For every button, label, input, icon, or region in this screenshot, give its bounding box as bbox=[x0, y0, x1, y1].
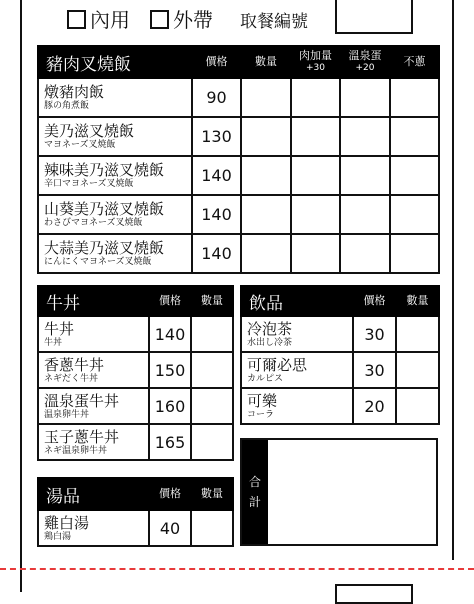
item-name-cell bbox=[38, 195, 192, 234]
rice-section-title: 豬肉叉燒飯 bbox=[38, 46, 192, 78]
item-name: 冷泡茶 bbox=[247, 319, 293, 338]
onsen-egg-header bbox=[340, 46, 390, 78]
item-price: 165 bbox=[149, 424, 191, 460]
total-label-bar bbox=[242, 440, 268, 544]
item-price: 160 bbox=[149, 388, 191, 424]
qty-cell[interactable] bbox=[241, 195, 291, 234]
qty-cell[interactable] bbox=[241, 117, 291, 156]
item-price: 140 bbox=[192, 195, 241, 234]
item-name: 玉子蔥牛丼 bbox=[44, 427, 120, 446]
table-row bbox=[38, 78, 439, 117]
item-name-cell bbox=[38, 234, 192, 273]
item-name-cell bbox=[38, 117, 192, 156]
qty-cell[interactable] bbox=[191, 316, 233, 352]
table-row bbox=[38, 234, 439, 273]
qty-cell[interactable] bbox=[396, 352, 439, 388]
item-name-cell bbox=[38, 510, 149, 546]
qty-cell[interactable] bbox=[396, 316, 439, 352]
onsen-egg-price: +20 bbox=[355, 63, 375, 73]
qty-cell[interactable] bbox=[191, 352, 233, 388]
item-name-cell bbox=[241, 388, 353, 424]
total-label-char-2: 計 bbox=[248, 495, 261, 509]
item-name: 雞白湯 bbox=[44, 513, 90, 532]
table-row bbox=[38, 510, 233, 546]
item-price: 90 bbox=[192, 78, 241, 117]
no-scallion-cell[interactable] bbox=[390, 234, 439, 273]
qty-cell[interactable] bbox=[241, 78, 291, 117]
table-row bbox=[38, 388, 233, 424]
rice-qty-header: 數量 bbox=[241, 46, 291, 78]
item-subname: マヨネーズ叉焼飯 bbox=[44, 140, 116, 150]
item-name: 可爾必思 bbox=[247, 355, 308, 374]
table-row bbox=[241, 352, 439, 388]
qty-cell[interactable] bbox=[191, 388, 233, 424]
item-price: 30 bbox=[353, 316, 396, 352]
soup-section-title: 湯品 bbox=[38, 478, 149, 510]
extra-meat-cell[interactable] bbox=[291, 156, 340, 195]
item-price: 140 bbox=[149, 316, 191, 352]
table-row bbox=[38, 316, 233, 352]
item-price: 130 bbox=[192, 117, 241, 156]
item-name: 大蒜美乃滋叉燒飯 bbox=[44, 239, 165, 257]
extra-meat-cell[interactable] bbox=[291, 195, 340, 234]
item-price: 140 bbox=[192, 234, 241, 273]
item-name-cell bbox=[38, 388, 149, 424]
gyudon-menu-table bbox=[37, 285, 234, 461]
item-name: 可樂 bbox=[247, 391, 278, 410]
item-subname: 水出し冷茶 bbox=[247, 337, 293, 348]
drinks-section-title: 飲品 bbox=[241, 286, 353, 316]
item-name: 美乃滋叉燒飯 bbox=[44, 122, 135, 140]
item-name: 山葵美乃滋叉燒飯 bbox=[44, 200, 165, 218]
onsen-egg-cell[interactable] bbox=[340, 78, 390, 117]
table-row bbox=[38, 352, 233, 388]
item-name: 香蔥牛丼 bbox=[44, 355, 105, 374]
takeout-label: 外帶 bbox=[173, 8, 213, 32]
item-name: 燉豬肉飯 bbox=[44, 83, 105, 101]
rice-price-header: 價格 bbox=[192, 46, 241, 78]
page-left-border bbox=[20, 0, 22, 592]
qty-cell[interactable] bbox=[191, 424, 233, 460]
extra-meat-label: 肉加量 bbox=[299, 49, 332, 62]
item-subname: 牛丼 bbox=[44, 337, 63, 348]
order-number-box[interactable] bbox=[335, 0, 413, 34]
item-price: 150 bbox=[149, 352, 191, 388]
item-name: 牛丼 bbox=[44, 319, 75, 338]
item-subname: 辛口マヨネーズ叉焼飯 bbox=[44, 179, 134, 189]
item-subname: カルピス bbox=[247, 373, 284, 384]
item-name: 溫泉蛋牛丼 bbox=[44, 391, 120, 410]
no-scallion-header: 不蔥 bbox=[390, 46, 439, 78]
item-name-cell bbox=[241, 316, 353, 352]
gyudon-price-header: 價格 bbox=[149, 286, 191, 316]
item-subname: 豚の角煮飯 bbox=[44, 101, 90, 111]
no-scallion-cell[interactable] bbox=[390, 117, 439, 156]
takeout-checkbox[interactable] bbox=[150, 10, 169, 29]
extra-meat-header bbox=[291, 46, 340, 78]
next-order-number-box bbox=[335, 584, 413, 604]
drinks-price-header: 價格 bbox=[353, 286, 396, 316]
table-row bbox=[38, 424, 233, 460]
item-price: 30 bbox=[353, 352, 396, 388]
soup-price-header: 價格 bbox=[149, 478, 191, 510]
item-name: 辣味美乃滋叉燒飯 bbox=[44, 161, 165, 179]
page-right-border bbox=[452, 0, 454, 560]
item-subname: わさびマヨネーズ叉焼飯 bbox=[44, 218, 143, 228]
total-label-char-1: 合 bbox=[248, 475, 261, 489]
order-number-label: 取餐編號 bbox=[240, 12, 308, 32]
item-price: 140 bbox=[192, 156, 241, 195]
table-row bbox=[38, 156, 439, 195]
no-scallion-cell[interactable] bbox=[390, 195, 439, 234]
item-name-cell bbox=[38, 156, 192, 195]
table-row bbox=[38, 117, 439, 156]
item-subname: 温泉卵牛丼 bbox=[44, 409, 90, 420]
rice-menu-table bbox=[37, 45, 440, 274]
no-scallion-cell[interactable] bbox=[390, 156, 439, 195]
gyudon-section-title: 牛丼 bbox=[38, 286, 149, 316]
item-name-cell bbox=[38, 316, 149, 352]
item-name-cell bbox=[38, 78, 192, 117]
table-row bbox=[241, 388, 439, 424]
soup-menu-table bbox=[37, 477, 234, 547]
cut-line bbox=[0, 568, 474, 570]
item-subname: コーラ bbox=[247, 409, 275, 420]
drinks-menu-table bbox=[240, 285, 440, 425]
dine-in-checkbox[interactable] bbox=[67, 10, 86, 29]
extra-meat-cell[interactable] bbox=[291, 117, 340, 156]
item-subname: にんにくマヨネーズ叉焼飯 bbox=[44, 257, 152, 267]
qty-cell[interactable] bbox=[241, 234, 291, 273]
item-name-cell bbox=[38, 424, 149, 460]
gyudon-qty-header: 數量 bbox=[191, 286, 233, 316]
total-amount-field[interactable] bbox=[270, 440, 436, 544]
table-row bbox=[38, 195, 439, 234]
item-subname: 鶏白湯 bbox=[44, 531, 72, 542]
onsen-egg-cell[interactable] bbox=[340, 234, 390, 273]
extra-meat-price: +30 bbox=[306, 63, 325, 73]
soup-qty-header: 數量 bbox=[191, 478, 233, 510]
dine-in-label: 內用 bbox=[90, 8, 130, 32]
onsen-egg-cell[interactable] bbox=[340, 117, 390, 156]
onsen-egg-cell[interactable] bbox=[340, 195, 390, 234]
total-box bbox=[240, 438, 438, 546]
no-scallion-cell[interactable] bbox=[390, 78, 439, 117]
onsen-egg-label: 溫泉蛋 bbox=[348, 49, 382, 62]
extra-meat-cell[interactable] bbox=[291, 234, 340, 273]
item-subname: ネギ温泉卵牛丼 bbox=[44, 445, 108, 456]
table-row bbox=[241, 316, 439, 352]
drinks-qty-header: 數量 bbox=[396, 286, 439, 316]
extra-meat-cell[interactable] bbox=[291, 78, 340, 117]
qty-cell[interactable] bbox=[191, 510, 233, 546]
item-name-cell bbox=[38, 352, 149, 388]
qty-cell[interactable] bbox=[241, 156, 291, 195]
item-price: 40 bbox=[149, 510, 191, 546]
item-name-cell bbox=[241, 352, 353, 388]
qty-cell[interactable] bbox=[396, 388, 439, 424]
item-price: 20 bbox=[353, 388, 396, 424]
onsen-egg-cell[interactable] bbox=[340, 156, 390, 195]
item-subname: ネギだく牛丼 bbox=[44, 373, 99, 384]
